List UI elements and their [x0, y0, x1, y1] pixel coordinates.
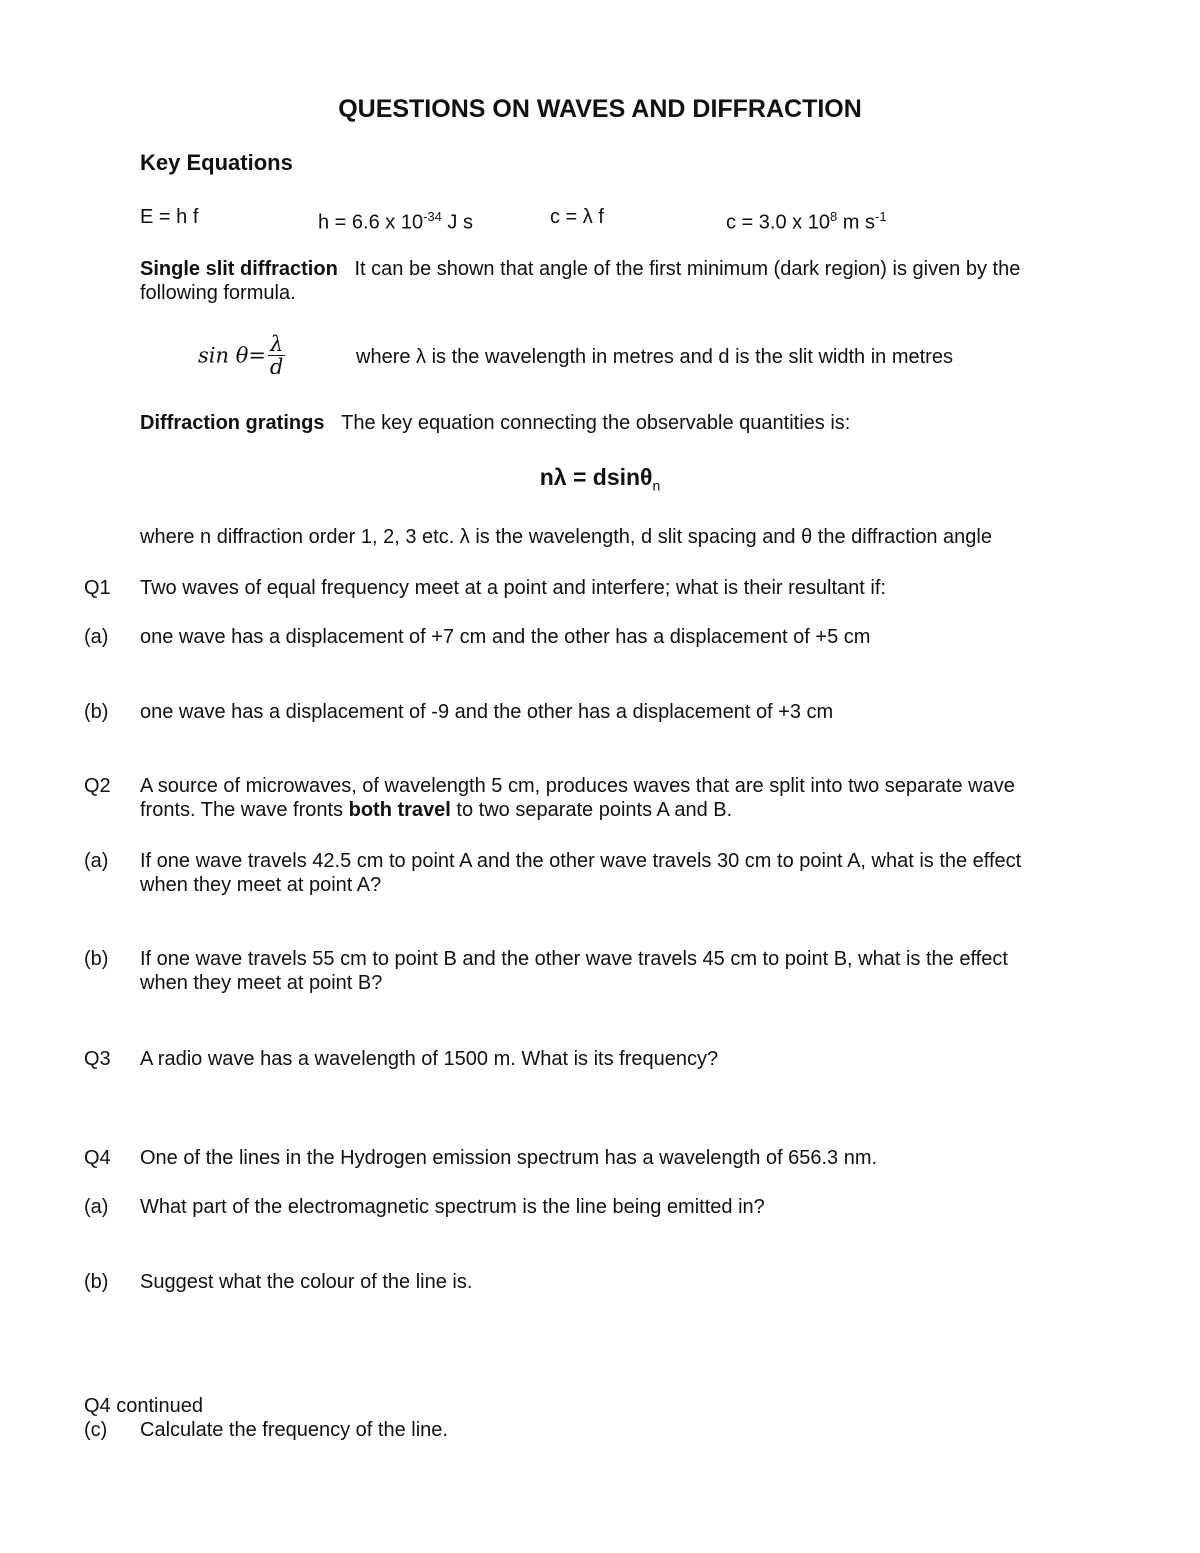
grating-equation: nλ = dsinθ$_n$ — [539, 464, 661, 494]
q1-text: Two waves of equal frequency meet at a point and interfere; what is their resultant if: — [140, 577, 886, 599]
q1a-label: (a) — [84, 626, 109, 648]
gratings-text: The key equation connecting the observable quantities is: — [341, 412, 851, 434]
q2-text-2: fronts. The wave fronts both travel to two separate points A and B. — [140, 799, 733, 821]
single-slit-formula: sin θ= $\frac{\lambda}{d}$ — [198, 332, 284, 379]
q4b-text: Suggest what the colour of the line is. — [140, 1271, 473, 1293]
q2b-text-1: If one wave travels 55 cm to point B and the other wave travels 45 cm to point B, what is the effect — [140, 948, 1008, 970]
gratings-paragraph — [140, 411, 850, 435]
q2-text-1: A source of microwaves, of wavelength 5 cm, produces waves that are split into two separate wave — [140, 775, 1015, 797]
q4c-label: (c) — [84, 1419, 108, 1441]
equation-wave-speed: c = λ f — [550, 206, 604, 228]
single-slit-text-2: following formula. — [140, 282, 296, 304]
single-slit-paragraph — [140, 257, 1020, 281]
q2a-text-1: If one wave travels 42.5 cm to point A and the other wave travels 30 cm to point A, what is the effect — [140, 850, 1022, 872]
equation-light-speed: c = 3.0 x $10^8$ m $s^{-1}$ — [726, 209, 887, 234]
q3-label: Q3 — [84, 1048, 111, 1070]
grating-explanation: where n diffraction order 1, 2, 3 etc. λ is the wavelength, d slit spacing and θ the diffraction angle — [140, 526, 992, 548]
single-slit-text: It can be shown that angle of the first minimum (dark region) is given by the — [354, 258, 1021, 280]
q4a-label: (a) — [84, 1196, 109, 1218]
q2a-label: (a) — [84, 850, 109, 872]
single-slit-heading: Single slit diffraction — [140, 258, 338, 280]
q2a-text-2: when they meet at point A? — [140, 874, 382, 896]
gratings-heading: Diffraction gratings — [140, 412, 325, 434]
page-title: QUESTIONS ON WAVES AND DIFFRACTION — [338, 95, 862, 123]
q4-text: One of the lines in the Hydrogen emission spectrum has a wavelength of 656.3 nm. — [140, 1147, 878, 1169]
q2-label: Q2 — [84, 775, 111, 797]
q2b-text-2: when they meet at point B? — [140, 972, 383, 994]
q1b-label: (b) — [84, 701, 109, 723]
q4c-text: Calculate the frequency of the line. — [140, 1419, 448, 1441]
q1b-text: one wave has a displacement of -9 and the other has a displacement of +3 cm — [140, 701, 834, 723]
key-equations-heading: Key Equations — [140, 150, 293, 175]
q4b-label: (b) — [84, 1271, 109, 1293]
q2b-label: (b) — [84, 948, 109, 970]
equation-planck: h = 6.6 x $10^{-34}$ J s — [318, 209, 473, 234]
equation-energy: E = h f — [140, 206, 199, 228]
q4-continued-label: Q4 continued — [84, 1395, 203, 1417]
q1a-text: one wave has a displacement of +7 cm and the other has a displacement of +5 cm — [140, 626, 871, 648]
q4a-text: What part of the electromagnetic spectrum is the line being emitted in? — [140, 1196, 765, 1218]
q3-text: A radio wave has a wavelength of 1500 m. What is its frequency? — [140, 1048, 719, 1070]
q1-label: Q1 — [84, 577, 111, 599]
q4-label: Q4 — [84, 1147, 111, 1169]
single-slit-explanation: where λ is the wavelength in metres and d is the slit width in metres — [356, 346, 953, 368]
